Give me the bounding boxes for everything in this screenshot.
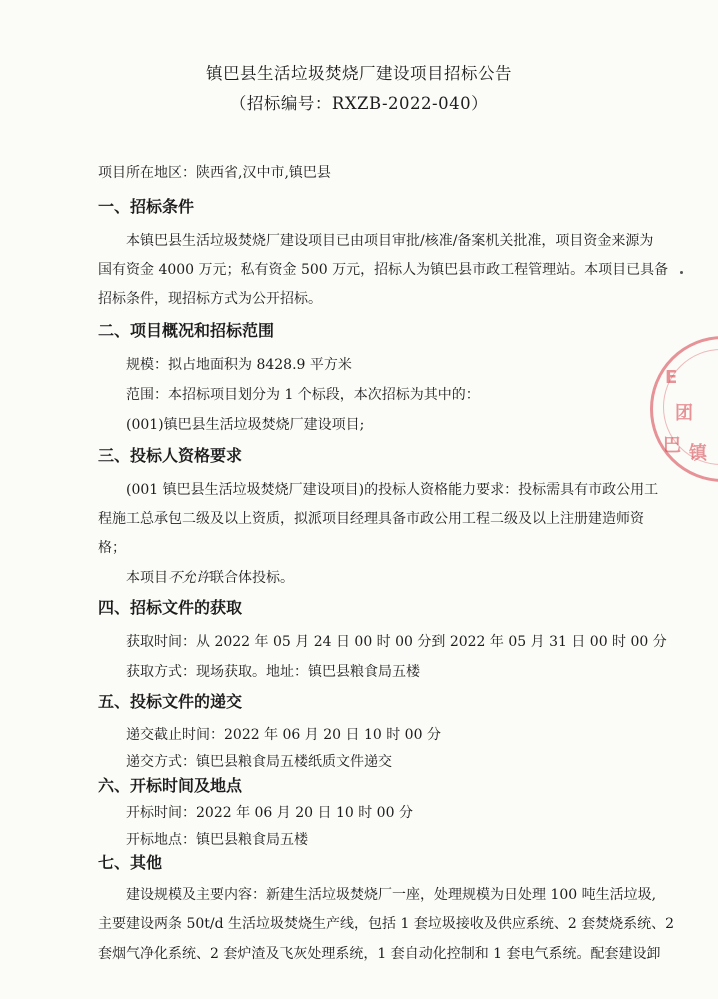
paragraph-line: 本镇巴县生活垃圾焚烧厂建设项目已由项目审批/核准/备案机关批准，项目资金来源为 [126, 233, 654, 249]
paragraph-line: 国有资金 4000 万元；私有资金 500 万元，招标人为镇巴县市政工程管理站。本项目已具备 [98, 262, 669, 278]
paragraph-line: 递交截止时间：2022 年 06 月 20 日 10 时 00 分 [126, 727, 441, 743]
paragraph-line: 主要建设两条 50t/d 生活垃圾焚烧生产线，包括 1 套垃圾接收及供应系统、2 套焚烧系统、2 [98, 916, 675, 932]
paragraph-line: (001 镇巴县生活垃圾焚烧厂建设项目)的投标人资格能力要求：投标需具有市政公用工 [126, 482, 659, 498]
section-heading-bidder-qualification: 三、投标人资格要求 [98, 446, 243, 465]
paragraph-line: 套烟气净化系统、2 套炉渣及飞灰处理系统，1 套自动化控制和 1 套电气系统。配套建设卸 [98, 946, 661, 962]
paragraph-line: 格； [98, 540, 126, 556]
joint-prefix: 本项目 [126, 570, 168, 586]
paragraph-line: (001)镇巴县生活垃圾焚烧厂建设项目; [126, 417, 365, 433]
seal-glyph: E [665, 367, 678, 388]
seal-glyph: 巴 [663, 435, 681, 456]
joint-bidding-statement [126, 568, 294, 588]
bid-number: （招标编号：RXZB-2022-040） [229, 94, 489, 113]
section-heading-bid-opening: 六、开标时间及地点 [98, 776, 243, 795]
section-heading-document-acquisition: 四、招标文件的获取 [98, 598, 243, 617]
paragraph-line: 范围：本招标项目划分为 1 个标段，本次招标为其中的： [126, 387, 480, 403]
section-heading-other: 七、其他 [98, 853, 163, 872]
paragraph-line: 开标时间：2022 年 06 月 20 日 10 时 00 分 [126, 805, 413, 821]
joint-emphasis: 不允许 [168, 570, 210, 586]
project-location: 项目所在地区：陕西省,汉中市,镇巴县 [98, 165, 331, 181]
paragraph-line: 递交方式：镇巴县粮食局五楼纸质文件递交 [126, 754, 392, 770]
paragraph-line: 招标条件，现招标方式为公开招标。 [98, 291, 322, 307]
section-heading-project-overview: 二、项目概况和招标范围 [98, 321, 275, 340]
section-heading-bid-submission: 五、投标文件的递交 [98, 692, 243, 711]
section-heading-bid-conditions: 一、招标条件 [98, 197, 195, 216]
seal-glyph: 团 [675, 403, 693, 424]
document-title: 镇巴县生活垃圾焚烧厂建设项目招标公告 [206, 64, 512, 83]
paragraph-line: 规模：拟占地面积为 8428.9 平方米 [126, 357, 352, 373]
paragraph-line: 获取方式：现场获取。地址：镇巴县粮食局五楼 [126, 664, 420, 680]
paragraph-line: 建设规模及主要内容：新建生活垃圾焚烧厂一座，处理规模为日处理 100 吨生活垃圾, [126, 887, 657, 903]
paragraph-line: 程施工总承包二级及以上资质，拟派项目经理具备市政公用工程二级及以上注册建造师资 [98, 511, 644, 527]
joint-suffix: 联合体投标。 [210, 570, 294, 586]
paragraph-line: 开标地点：镇巴县粮食局五楼 [126, 832, 308, 848]
paragraph-line: 获取时间：从 2022 年 05 月 24 日 00 时 00 分到 2022 年 05 月 31 日 00 时 00 分 [126, 634, 667, 650]
seal-glyph: 镇 [689, 443, 707, 464]
official-seal-stamp [650, 336, 718, 482]
scan-speck [680, 271, 683, 274]
